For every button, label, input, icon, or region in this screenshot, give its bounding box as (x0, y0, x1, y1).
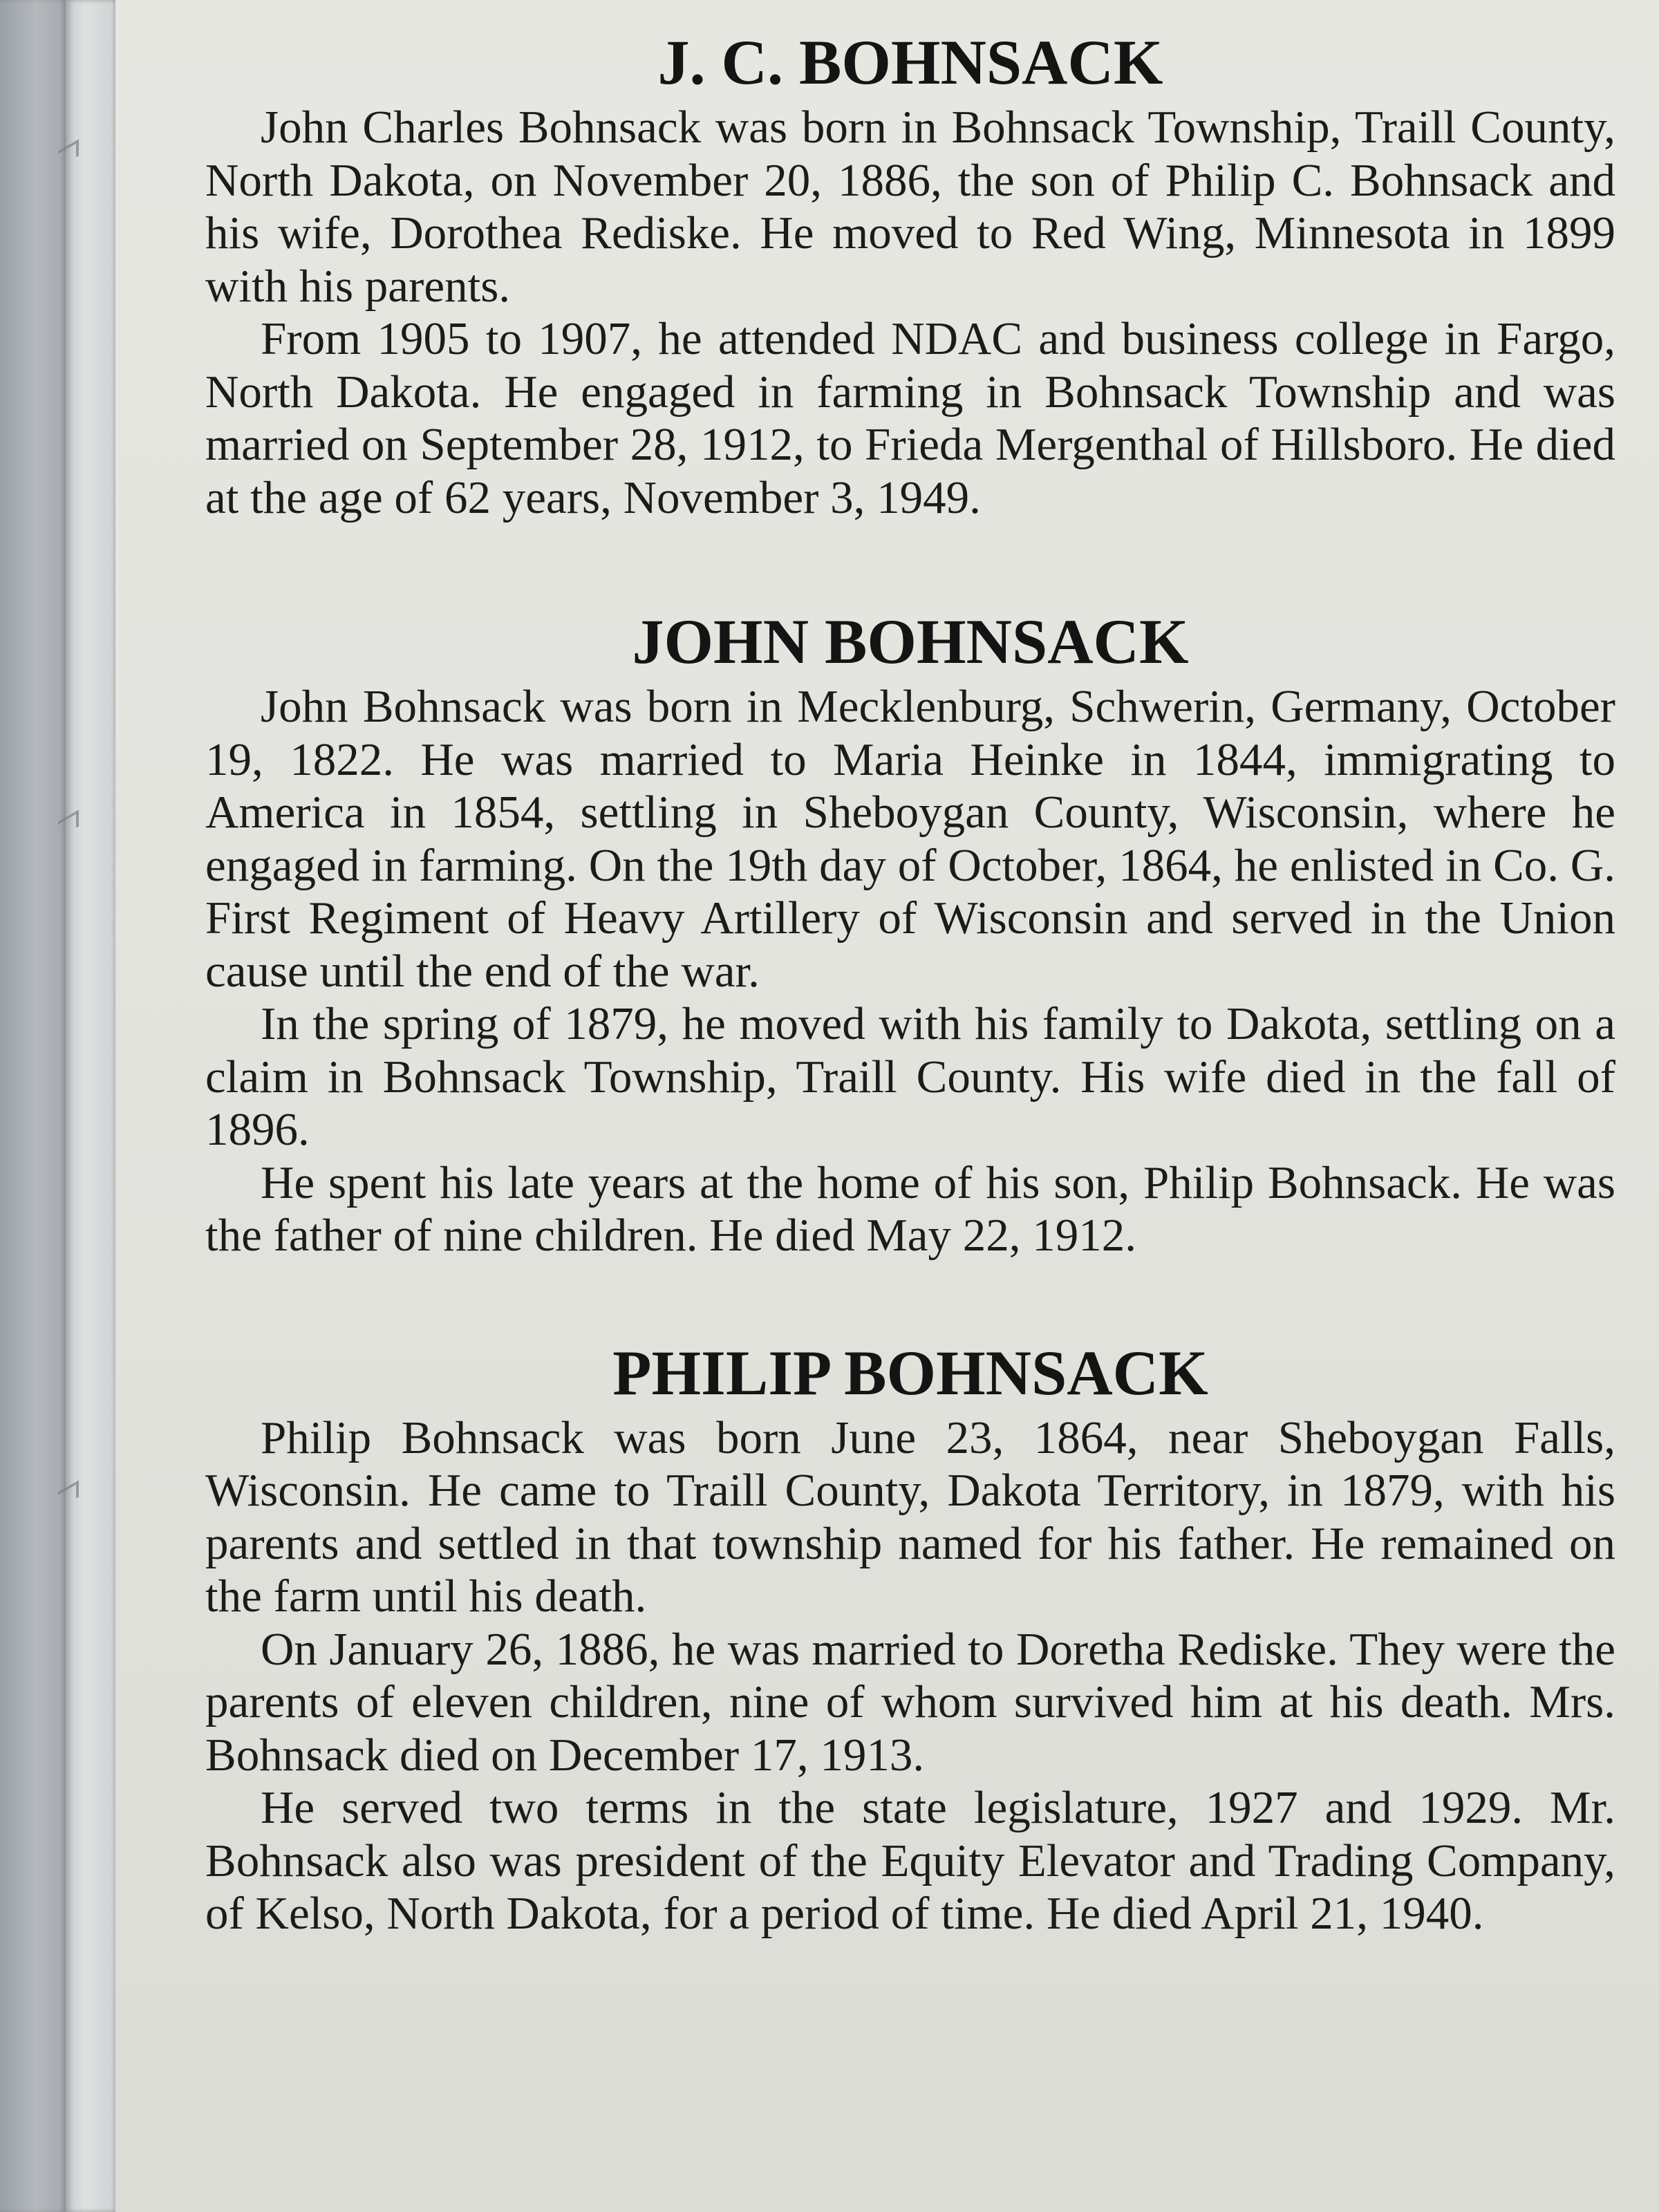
section-jc-bohnsack (205, 26, 1615, 524)
binder-spine (0, 0, 66, 2212)
paragraph: In the spring of 1879, he moved with his family to Dakota, settling on a claim in Bohnsack Township, Traill County. His wife died in the fall of 1896. (205, 998, 1615, 1155)
paragraph: From 1905 to 1907, he attended NDAC and business college in Fargo, North Dakota. He engaged in farming in Bohnsack Township and was married on September 28, 1912, to Frieda Mergenthal of Hillsboro. He died at the age of 62 years, November 3, 1949. (205, 313, 1615, 523)
paragraph: Philip Bohnsack was born June 23, 1864, near Sheboygan Falls, Wisconsin. He came to Traill County, Dakota Territory, in 1879, with his parents and settled in that township named for his father. He remained on the farm until his death. (205, 1412, 1615, 1622)
section-philip-bohnsack (205, 1337, 1615, 1940)
section-heading: JOHN BOHNSACK (632, 606, 1189, 677)
paragraph: On January 26, 1886, he was married to Doretha Rediske. They were the parents of eleven children, nine of whom survived him at his death. Mrs. Bohnsack died on December 17, 1913. (205, 1623, 1615, 1781)
paragraph: He served two terms in the state legislature, 1927 and 1929. Mr. Bohnsack also was president of the Equity Elevator and Trading Company, of Kelso, North Dakota, for a period of time. He died April 21, 1940. (205, 1782, 1615, 1939)
page-gutter (66, 0, 115, 2212)
section-heading: J. C. BOHNSACK (657, 27, 1163, 97)
document-content (205, 26, 1615, 1940)
paragraph: John Charles Bohnsack was born in Bohnsack Township, Traill County, North Dakota, on November 20, 1886, the son of Philip C. Bohnsack and his wife, Dorothea Rediske. He moved to Red Wing, Minnesota in 1899 with his parents. (205, 102, 1615, 312)
paragraph: John Bohnsack was born in Mecklenburg, Schwerin, Germany, October 19, 1822. He was married to Maria Heinke in 1844, immigrating to America in 1854, settling in Sheboygan County, Wisconsin, where he engaged in farming. On the 19th day of October, 1864, he enlisted in Co. G. First Regiment of Heavy Artillery of Wisconsin and served in the Union cause until the end of the war. (205, 681, 1615, 997)
section-john-bohnsack (205, 606, 1615, 1262)
document-page (115, 0, 1659, 2212)
paragraph: He spent his late years at the home of his son, Philip Bohnsack. He was the father of nine children. He died May 22, 1912. (205, 1156, 1615, 1261)
section-heading: PHILIP BOHNSACK (612, 1337, 1208, 1408)
